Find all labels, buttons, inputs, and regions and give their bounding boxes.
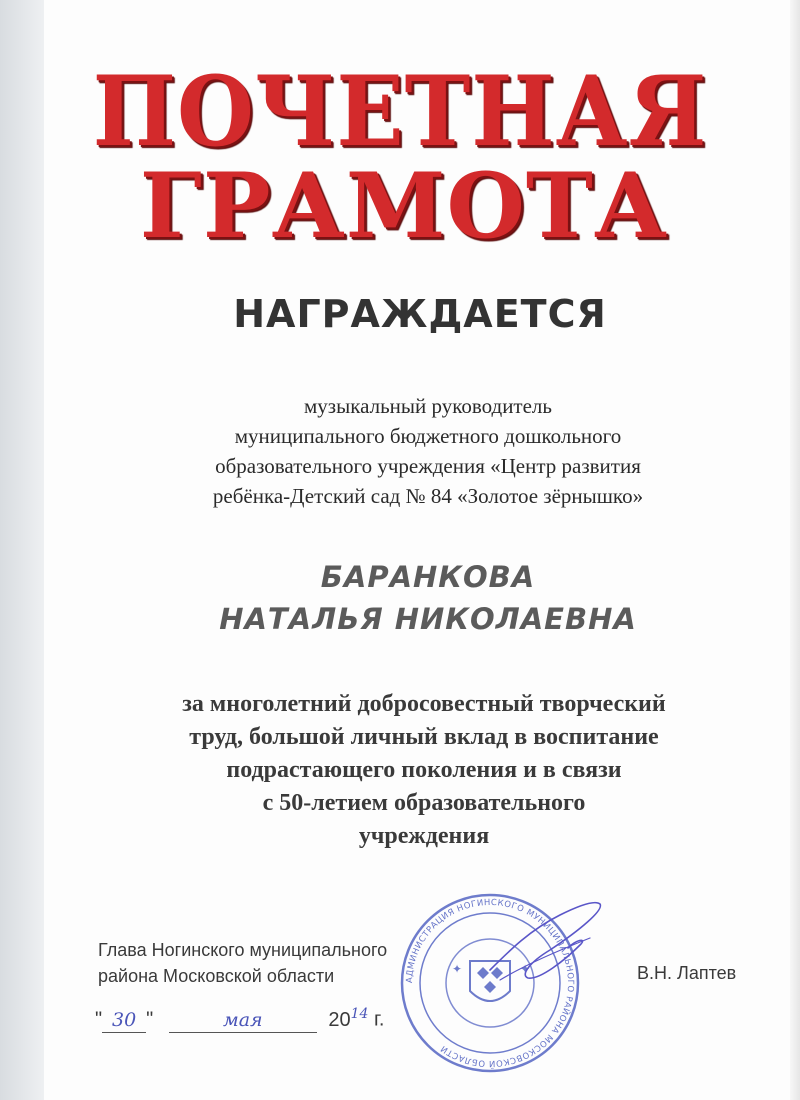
recipient-given-names: НАТАЛЬЯ НИКОЛАЕВНА [219, 602, 637, 636]
reason-line: подрастающего поколения и в связи [226, 757, 622, 783]
stamp-ring-text: АДМИНИСТРАЦИЯ НОГИНСКОГО МУНИЦИПАЛЬНОГО РАЙОНА МОСКОВСКОЙ ОБЛАСТИ [404, 897, 576, 1069]
recipient-name [0, 556, 800, 640]
svg-text:✦: ✦ [520, 962, 531, 976]
date-year-abbr: г. [373, 1008, 385, 1031]
awarded-heading: НАГРАЖДАЕТСЯ [233, 292, 607, 336]
svg-text:✦: ✦ [452, 962, 463, 976]
position-line: муниципального бюджетного дошкольного [234, 424, 622, 448]
signatory-title [98, 937, 387, 989]
reason-line: с 50-летием образовательного [262, 790, 586, 816]
date-quote-close: " [146, 1008, 154, 1031]
date-day-blank [102, 1009, 146, 1033]
recipient-position [0, 391, 800, 511]
issue-date [95, 1006, 384, 1033]
date-year-suffix: 14 [350, 1006, 369, 1022]
title-line-2: ГРАМОТА [139, 153, 669, 259]
handwritten-signature [470, 890, 620, 1000]
date-year-prefix: 20 [328, 1008, 351, 1031]
award-reason [0, 688, 800, 853]
reason-line: учреждения [358, 823, 490, 849]
recipient-surname: БАРАНКОВА [320, 560, 536, 594]
signatory-name: В.Н. Лаптев [637, 963, 737, 983]
reason-line: за многолетний добросовестный творческий [182, 691, 666, 717]
date-quote-open: " [95, 1008, 103, 1031]
position-line: музыкальный руководитель [304, 394, 552, 418]
signatory-title-line: района Московской области [98, 966, 335, 986]
position-line: ребёнка-Детский сад № 84 «Золотое зёрнышко» [212, 484, 644, 508]
position-line: образовательного учреждения «Центр развития [215, 454, 641, 478]
date-day: 30 [112, 1008, 137, 1031]
signatory-title-line: Глава Ногинского муниципального [98, 940, 388, 960]
date-month-blank [169, 1009, 317, 1033]
title-line-1: ПОЧЕТНАЯ [92, 55, 708, 168]
reason-line: труд, большой личный вклад в воспитание [189, 724, 659, 750]
date-month: мая [222, 1008, 263, 1031]
